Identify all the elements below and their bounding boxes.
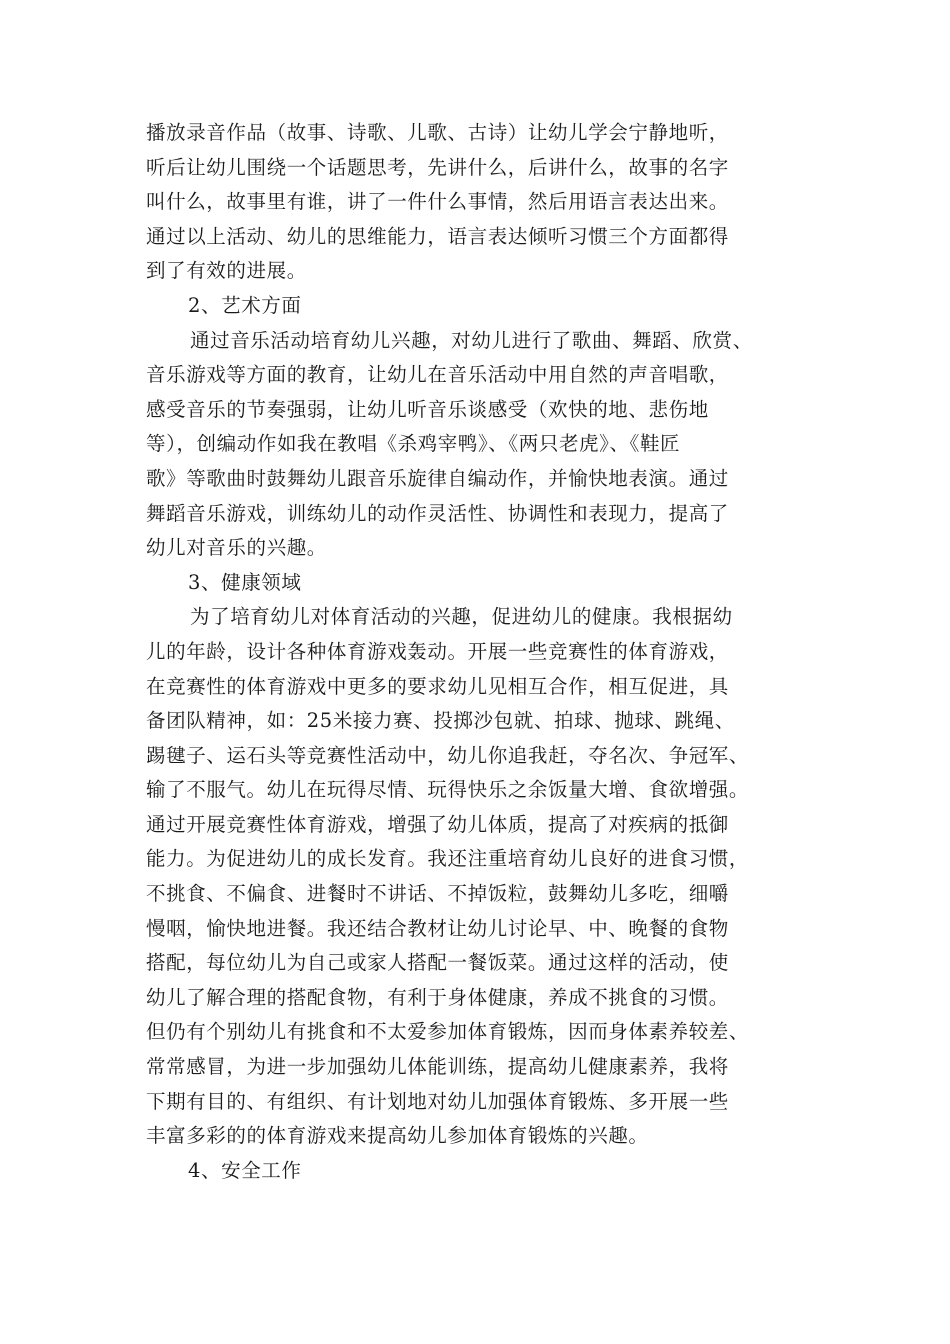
document-body [146,116,826,1188]
paragraph-line: 听后让幼儿围绕一个话题思考，先讲什么，后讲什么，故事的名字 [146,155,729,179]
paragraph-line: 下期有目的、有组织、有计划地对幼儿加强体育锻炼、多开展一些 [146,1089,729,1113]
paragraph-line: 幼儿了解合理的搭配食物，有利于身体健康，养成不挑食的习惯。 [146,985,729,1009]
paragraph-line: 叫什么，故事里有谁，讲了一件什么事情，然后用语言表达出来。 [146,190,729,214]
paragraph-line: 常常感冒，为进一步加强幼儿体能训练，提高幼儿健康素养，我将 [146,1055,729,1079]
paragraph-line: 音乐游戏等方面的教育，让幼儿在音乐活动中用自然的声音唱歌， [146,363,729,387]
paragraph-line: 但仍有个别幼儿有挑食和不太爱参加体育锻炼，因而身体素养较差、 [146,1020,750,1044]
paragraph-line: 播放录音作品（故事、诗歌、儿歌、古诗）让幼儿学会宁静地听， [146,121,729,144]
paragraph-first-line: 通过音乐活动培育幼儿兴趣，对幼儿进行了歌曲、舞蹈、欣赏、 [190,328,753,352]
paragraph-line: 儿的年龄，设计各种体育游戏轰动。开展一些竞赛性的体育游戏， [146,639,729,663]
paragraph-line: 通过以上活动、幼儿的思维能力，语言表达倾听习惯三个方面都得 [146,224,729,248]
paragraph-line: 踢毽子、运石头等竞赛性活动中，幼儿你追我赶，夺名次、争冠军、 [146,743,750,767]
paragraph-line: 感受音乐的节奏强弱，让幼儿听音乐谈感受（欢快的地、悲伤地 [146,397,709,421]
paragraph-line: 在竞赛性的体育游戏中更多的要求幼儿见相互合作，相互促进，具 [146,674,729,698]
paragraph-line: 到了有效的进展。 [146,259,307,283]
paragraph-line: 通过开展竞赛性体育游戏，增强了幼儿体质，提高了对疾病的抵御 [146,812,729,836]
section-heading: 4、安全工作 [188,1158,302,1182]
paragraph-line: 舞蹈音乐游戏，训练幼儿的动作灵活性、协调性和表现力，提高了 [146,501,729,525]
paragraph-line: 歌》等歌曲时鼓舞幼儿跟音乐旋律自编动作，并愉快地表演。通过 [146,466,729,490]
paragraph-line: 不挑食、不偏食、进餐时不讲话、不掉饭粒，鼓舞幼儿多吃，细嚼 [146,882,729,906]
paragraph-line: 能力。为促进幼儿的成长发育。我还注重培育幼儿良好的进食习惯， [146,847,750,871]
paragraph-line: 搭配，每位幼儿为自己或家人搭配一餐饭菜。通过这样的活动，使 [146,951,729,975]
section-heading: 2、艺术方面 [188,293,302,317]
paragraph-first-line: 为了培育幼儿对体育活动的兴趣，促进幼儿的健康。我根据幼 [190,605,733,629]
paragraph-line: 慢咽，愉快地进餐。我还结合教材让幼儿讨论早、中、晚餐的食物 [146,916,729,940]
paragraph-line: 丰富多彩的的体育游戏来提高幼儿参加体育锻炼的兴趣。 [146,1124,649,1148]
paragraph-line: 等），创编动作如我在教唱《杀鸡宰鸭》、《两只老虎》、《鞋匠 [146,432,681,456]
paragraph-line: 输了不服气。幼儿在玩得尽情、玩得快乐之余饭量大增、食欲增强。 [146,778,750,802]
section-heading: 3、健康领域 [188,570,302,594]
paragraph-line: 备团队精神，如：25米接力赛、投掷沙包就、拍球、抛球、跳绳、 [146,709,735,733]
paragraph-line: 幼儿对音乐的兴趣。 [146,536,327,560]
